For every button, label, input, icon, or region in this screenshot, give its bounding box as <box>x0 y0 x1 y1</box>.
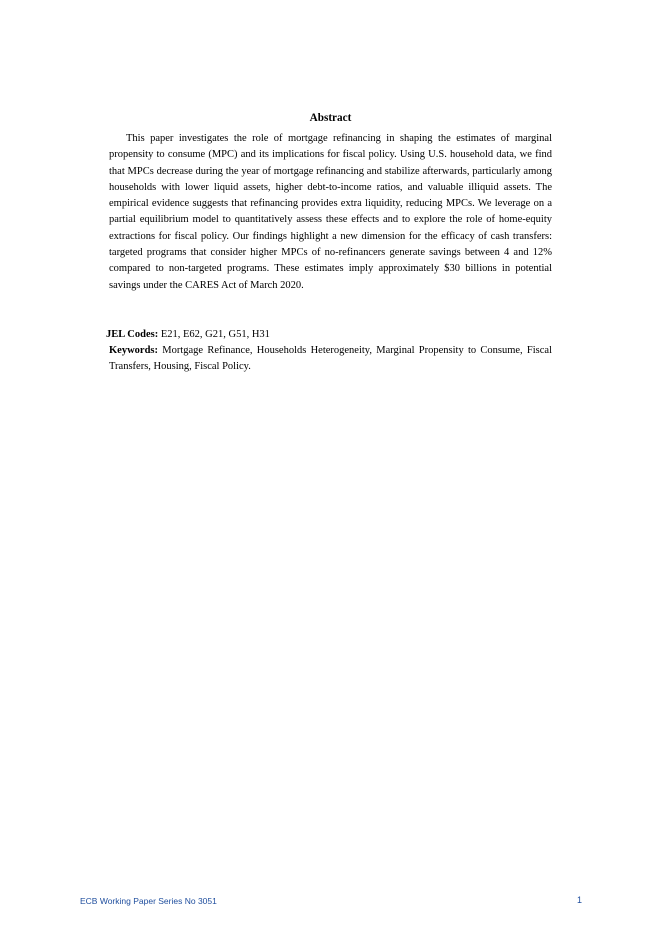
abstract-section <box>109 111 552 294</box>
keywords-label: Keywords: <box>109 345 158 356</box>
abstract-heading: Abstract <box>309 112 352 124</box>
abstract-body: This paper investigates the role of mortgage refinancing in shaping the estimates of marginal propensity to consume (MPC) and its implications for fiscal policy. Using U.S. household data, we find that MPCs decrease during the year of mortgage refinancing and stabilize afterwards, particularly among households with lower liquid assets, higher debt-to-income ratios, and valuable illiquid assets. The empirical evidence suggests that refinancing provides extra liquidity, reducing MPCs. We leverage on a partial equilibrium model to quantitatively assess these effects and to explore the role of home-equity extractions for fiscal policy. Our findings highlight a new dimension for the efficacy of cash transfers: targeted programs that consider higher MPCs of no-refinancers generate savings between 4 and 12% compared to non-targeted programs. These estimates imply approximately $30 billions in potential savings under the CARES Act of March 2020. <box>109 133 552 291</box>
jel-codes-label: JEL Codes: <box>106 329 159 340</box>
keywords-line <box>106 343 552 375</box>
keywords-value: Mortgage Refinance, Households Heterogeneity, Marginal Propensity to Consume, Fiscal Transfers, Housing, Fiscal Policy. <box>109 345 552 372</box>
metadata-section <box>106 327 552 375</box>
jel-codes-line <box>106 327 552 343</box>
jel-codes-value: E21, E62, G21, G51, H31 <box>160 329 270 340</box>
footer-series-title: ECB Working Paper Series No 3051 <box>80 896 217 906</box>
footer-page-number: 1 <box>576 895 582 905</box>
